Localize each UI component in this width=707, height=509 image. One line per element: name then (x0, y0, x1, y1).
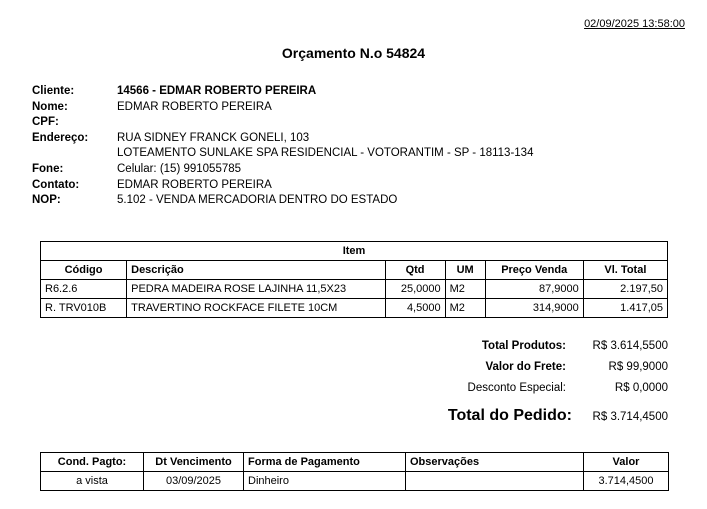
info-label-cliente: Cliente: (32, 85, 75, 97)
item-total: 2.197,50 (583, 280, 667, 299)
info-label-nop: NOP: (32, 194, 61, 207)
info-label-cpf: CPF: (32, 116, 59, 129)
items-table-group-header: Item (41, 242, 668, 261)
totals-row-desconto (390, 382, 668, 403)
info-row-nop (32, 193, 652, 209)
payment-table (40, 452, 669, 491)
info-value-nome: EDMAR ROBERTO PEREIRA (117, 100, 272, 113)
info-value-nop: 5.102 - VENDA MERCADORIA DENTRO DO ESTADO (117, 194, 398, 207)
totals-row-produtos (390, 340, 668, 361)
info-row-contato (32, 178, 652, 194)
info-row-endereco-continuation (32, 146, 652, 162)
totals-value-frete: R$ 99,9000 (608, 361, 668, 373)
items-column-header-descricao: Descrição (127, 261, 385, 280)
totals-label-produtos: Total Produtos: (481, 340, 566, 352)
payment-cond: a vista (41, 472, 144, 491)
payment-table-header-row (41, 453, 669, 472)
table-row (41, 299, 668, 318)
items-column-header-total: Vl. Total (583, 261, 667, 280)
items-column-header-codigo: Código (41, 261, 127, 280)
item-preco: 314,9000 (485, 299, 583, 318)
info-value-endereco-line2: LOTEAMENTO SUNLAKE SPA RESIDENCIAL - VOTORANTIM - SP - 18113-134 (117, 147, 534, 160)
item-codigo: R6.2.6 (41, 280, 127, 299)
info-label-fone: Fone: (32, 162, 64, 175)
info-label-nome: Nome: (32, 100, 68, 113)
payment-forma: Dinheiro (244, 472, 406, 491)
totals-label-desconto: Desconto Especial: (467, 382, 566, 394)
totals-label-frete: Valor do Frete: (485, 361, 566, 373)
items-column-header-qtd: Qtd (385, 261, 445, 280)
info-row-endereco (32, 131, 652, 147)
document-timestamp: 02/09/2025 13:58:00 (584, 18, 685, 30)
items-table (40, 241, 668, 318)
totals-block (390, 340, 668, 433)
payment-column-header-venc: Dt Vencimento (144, 453, 244, 472)
payment-column-header-forma: Forma de Pagamento (244, 453, 406, 472)
info-value-cliente: 14566 - EDMAR ROBERTO PEREIRA (117, 85, 317, 97)
payment-column-header-cond: Cond. Pagto: (41, 453, 144, 472)
totals-label-pedido: Total do Pedido: (447, 407, 572, 424)
payment-vencimento: 03/09/2025 (144, 472, 244, 491)
info-row-cliente (32, 84, 652, 100)
items-column-header-um: UM (445, 261, 485, 280)
page-title: Orçamento N.o 54824 (281, 45, 426, 61)
item-descricao: TRAVERTINO ROCKFACE FILETE 10CM (127, 299, 385, 318)
payment-column-header-obs: Observações (406, 453, 584, 472)
info-value-fone: Celular: (15) 991055785 (117, 162, 242, 175)
item-qtd: 4,5000 (385, 299, 445, 318)
payment-column-header-valor: Valor (584, 453, 669, 472)
info-value-endereco: RUA SIDNEY FRANCK GONELI, 103 (117, 131, 310, 144)
payment-observacoes (406, 472, 584, 491)
items-column-header-preco: Preço Venda (485, 261, 583, 280)
items-table-group-header-row (41, 242, 668, 261)
customer-info-block (32, 84, 652, 209)
item-preco: 87,9000 (485, 280, 583, 299)
item-um: M2 (445, 299, 485, 318)
item-um: M2 (445, 280, 485, 299)
table-row (41, 472, 669, 491)
info-label-contato: Contato: (32, 178, 80, 191)
item-codigo: R. TRV010B (41, 299, 127, 318)
totals-value-desconto: R$ 0,0000 (614, 382, 668, 394)
info-row-nome (32, 100, 652, 116)
payment-valor: 3.714,4500 (584, 472, 669, 491)
table-row (41, 280, 668, 299)
totals-value-produtos: R$ 3.614,5500 (592, 340, 668, 352)
item-descricao: PEDRA MADEIRA ROSE LAJINHA 11,5X23 (127, 280, 385, 299)
totals-row-frete (390, 361, 668, 382)
totals-row-pedido (390, 407, 668, 433)
item-total: 1.417,05 (583, 299, 667, 318)
item-qtd: 25,0000 (385, 280, 445, 299)
totals-value-pedido: R$ 3.714,4500 (592, 411, 668, 423)
items-table-header-row (41, 261, 668, 280)
info-row-cpf (32, 115, 652, 131)
info-value-contato: EDMAR ROBERTO PEREIRA (117, 178, 272, 191)
info-row-fone (32, 162, 652, 178)
info-label-endereco: Endereço: (32, 131, 89, 144)
